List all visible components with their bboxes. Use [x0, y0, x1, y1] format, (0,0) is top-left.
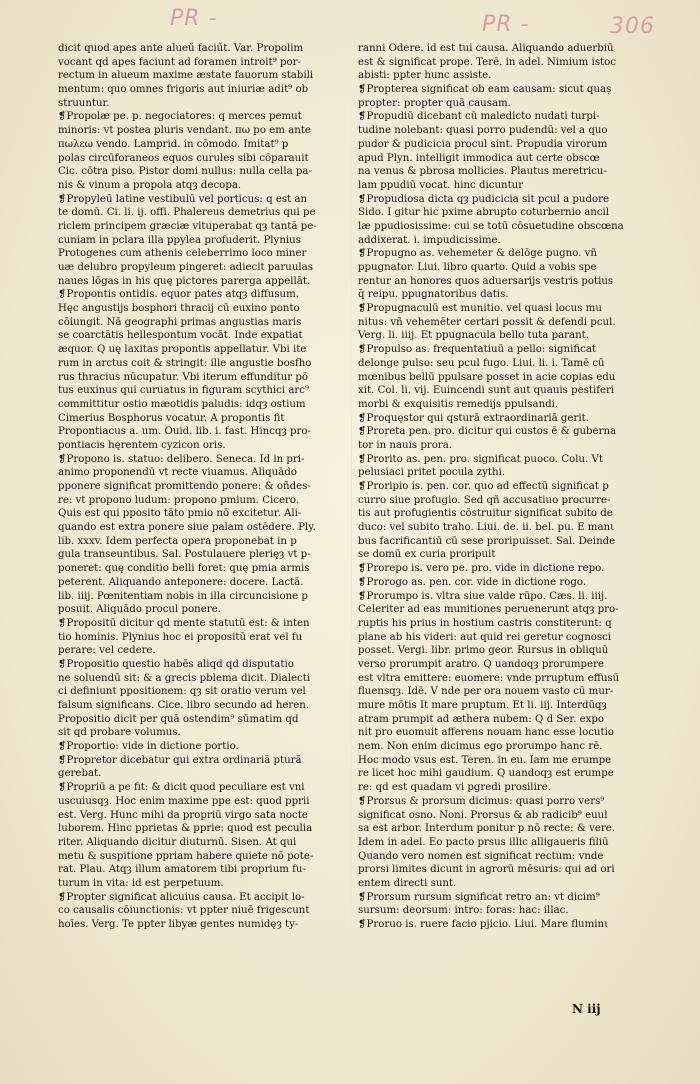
text-line: propter: propter quā causam. — [358, 97, 511, 109]
text-line: q̄ reipu. ppugnatoribus datis. — [358, 289, 509, 301]
text-line: addixerat. i. impudicissime. — [358, 234, 501, 246]
text-line: turum in vita: id est perpetuum. — [58, 877, 224, 889]
text-line: apud Plyn. intelligit immodica aut certe obscœ — [358, 152, 600, 164]
text-line: verso prorumpit aratro. Q uandoqȝ prorumpere — [358, 658, 604, 670]
text-line: uæ delubro propyleum pingeret: adiecit paruulas — [58, 262, 313, 273]
text-line: ❡Propono is. statuo: delibero. Seneca. Id in pri- — [58, 453, 305, 465]
text-line: ne soluendū sit: & a grecis pblema dicit. Dialecti — [58, 672, 311, 684]
text-line: re licet hoc mihi gaudium. Q uandoqȝ est erumpe — [358, 768, 614, 780]
text-line: ❡Proripio is. pen. cor. quo ad effectū significat p — [358, 481, 609, 492]
text-line: rat. Plau. Atqȝ illum amatorem tibi proprium fu- — [58, 864, 306, 876]
text-line: poneret: quę conditio belli foret: quę pmia armis — [58, 563, 310, 575]
text-line: ruptis his prius in hostium castris constiterunt: q — [358, 617, 612, 629]
text-line: Idem in adel. Eo pacto prsus illic alligaueris filiū — [358, 836, 609, 848]
text-line: ❡Propontis ontidis. equor pates atqȝ diffusum. — [58, 289, 300, 301]
text-line: bus facrificantiū cū sese proripuisset. Sal. Deinde — [358, 535, 616, 547]
text-line: co causalis cōiunctionis: vt ppter niuē frigescunt — [58, 905, 310, 917]
text-line: rentur an honores quos aduersarijs vestris potius — [358, 275, 614, 287]
text-line: naues lōgas in his quę pictores parerga appellāt. — [58, 275, 311, 287]
text-line: se domū ex curia proripuit — [358, 549, 496, 561]
text-line: ❡Propterea significat ob eam causam: sicut quaș — [358, 84, 612, 96]
text-line: ❡Prorsus & prorsum dicimus: quasi porro vers⁹ — [358, 795, 605, 807]
text-line: ❡Propter significat alicuius causa. Et accipit lo- — [58, 891, 305, 903]
text-line: nem. Non enim dicimus ego prorumpo hanc rē. — [358, 741, 603, 753]
text-line: mure mōtis It mare pruptum. Et li. iij. Interdūqȝ — [358, 700, 607, 711]
text-line: te domū. Ci. li. ij. offi. Phalereus demetrius qui pe — [58, 207, 316, 219]
text-line: ❡Propositio questio habēs aliqd qd disputatio — [58, 658, 294, 670]
text-line: tis aut profugientis cōstruitur significat subito de — [358, 508, 613, 520]
text-line: animo proponendū vt recte viuamus. Aliquādo — [58, 467, 297, 479]
text-line: nitus: vñ vehemēter certari possit & defendi pcul. — [358, 316, 616, 328]
text-line: peterent. Aliquando anteponere: docere. Lactā. — [58, 576, 304, 588]
text-line: tus euxinus qui curuatus in figuram scythici arc⁹ — [58, 385, 310, 397]
text-line: struuntur. — [58, 97, 110, 109]
text-line: Propontiacus a. um. Ouid. lib. i. fast. Hincqȝ pro- — [58, 426, 311, 438]
text-line: rum in arctus coit & stringit: ille angustie bosfho — [58, 357, 312, 369]
text-line: Cimerius Bosphorus vocatur. A propontis fit — [58, 412, 285, 424]
text-line: delonge pulso: seu pcul fugo. Liui. li. i. Tamē cū — [358, 357, 605, 369]
text-line: riclem principem græciæ vituperabat qȝ tantā pe- — [58, 220, 317, 232]
text-line: ❡Proruo is. ruere facio pjicio. Liui. Mare fluminι — [358, 919, 609, 930]
text-line: Quis est qui pposito tāto pmio nō excitetur. Ali- — [58, 508, 302, 520]
text-line: gula transeuntibus. Sal. Postulauere plerięȝ vt p- — [58, 549, 311, 561]
text-line: ❡Proquęstor qui qsturā extraordinariā gerit. — [358, 412, 589, 424]
text-line: rus thracius nūcupatur. Vbi iterum effunditur pō — [58, 371, 309, 383]
text-line: Celeriter ad eas munitiones peruenerunt atqȝ pro- — [358, 604, 619, 616]
text-line: vocant qd apes faciunt ad foramen introit⁹ por- — [58, 56, 301, 68]
text-line: πωλεω vendo. Lamprid. in cōmodo. Imitat⁹ p — [58, 138, 289, 150]
text-line: ❡Propudiū dicebant cū maledicto nudati turpi- — [358, 111, 600, 123]
text-line: est. Verg. Hunc mihi da propriū virgo sata nocte — [58, 809, 308, 821]
text-line: Hoc modo vsus est. Teren. in eu. Iam me erumpe — [358, 754, 612, 766]
handwritten-annotation-left: PR - — [170, 6, 218, 31]
text-line: pontiacis hęrentem cyzicon oris. — [58, 439, 226, 451]
signature-mark: N iij — [572, 1002, 601, 1016]
text-line: atram prumpit ad æthera nubem: Q d Ser. expo — [358, 713, 605, 725]
text-line: morbi & exquisitis remedijs ppulsandi. — [358, 398, 559, 410]
text-line: perare: vel cedere. — [58, 645, 156, 657]
handwritten-page-number: 306 — [610, 14, 655, 39]
text-line: ❡Prorito as. pen. pro. significat puoco. Colu. Vt — [358, 453, 603, 465]
text-line: ❡Prorsum rursum significat retro an: vt dicim⁹ — [358, 891, 600, 903]
text-line: xit. Col. li. vij. Euincendi sunt aut quauis pestiferi — [358, 385, 615, 397]
left-column — [58, 42, 348, 932]
text-line: na venus & pbrosa mollicies. Plautus meretricu- — [358, 166, 607, 178]
text-line: significat osno. Noni. Prorsus & ab radicib⁹ euul — [358, 809, 608, 821]
text-line: pudor & pudicicia procul sint. Propudia virorum — [358, 138, 608, 150]
text-line: lam ppudiū vocat. hinc dicuntur — [358, 179, 524, 191]
text-line: ❡Propudiosa dicta qȝ pudicicia sit pcul a pudore — [358, 193, 610, 205]
text-line: ❡Propolæ pe. p. negociatores: q merces pemut — [58, 111, 302, 123]
text-line: ❡Propulso as. frequentatiuū a pello: significat — [358, 344, 597, 356]
text-line: luborem. Hinc pprietas & pprie: quod est peculia — [58, 823, 313, 835]
text-line: lib. xxxv. Idem perfecta opera proponebat in p — [58, 535, 297, 547]
text-line: lib. iiij. Pœnitentiam nobis in illa circuncisione p — [58, 590, 308, 602]
text-line: sursum: deorsum: intro: foras: hac: illac. — [358, 905, 569, 917]
text-line: quando est extra ponere siue palam ostēdere. Ply. — [58, 522, 316, 534]
text-line: Verg. li. iiij. Et ppugnacula bello tuta parant. — [358, 330, 590, 342]
column-gutter — [351, 40, 352, 1000]
text-line: prorsi limites dicunt in agrorū mēsuris: qui ad ori — [358, 864, 615, 876]
text-line: ❡Prorogo as. pen. cor. vide in dictione rogo. — [358, 576, 587, 588]
text-line: posset. Vergi. libr. primo geor. Rursus in obliquū — [358, 645, 609, 657]
text-line: mœnibus bellū ppulsare posset in acie copias edu — [358, 371, 616, 383]
text-line: fluensqȝ. Idē. V nde per ora nouem vasto cū mur- — [358, 686, 614, 698]
text-line: re: qd est quadam vi pgredi prosilire. — [358, 782, 551, 794]
text-line: Protogenes cum athenis celeberrimo loco miner — [58, 248, 307, 260]
text-line: ❡Propugno as. vehemeter & delōge pugno. vñ — [358, 248, 597, 260]
text-line: Hęc angustijs bosphori thracij cū euxino ponto — [58, 303, 300, 315]
text-line: rectum in alueum maxime æstate fauorum stabili — [58, 70, 314, 82]
text-line: est & significat prope. Terē. in adel. Nimium istoc — [358, 56, 616, 68]
text-line: Cic. cōtra piso. Pistor domi nullus: nulla cella pa- — [58, 166, 312, 178]
text-line: falsum significans. Cice. libro secundo ad heren. — [58, 700, 310, 711]
text-line: ❡Proreta pen. pro. dicitur qui custos ē & guberna — [358, 426, 617, 438]
text-line: est vltra emittere: euomere: vnde prruptum effusū — [358, 672, 620, 684]
text-line: pelusiaci pritet pocula zythi. — [358, 467, 506, 479]
text-line: metu & suspitione ppriam habere quiete nō pote- — [58, 850, 314, 862]
text-line: entem directi sunt. — [358, 877, 457, 889]
text-line: læ ppudiosissime: cui se totū cōsuetudine obscœna — [358, 220, 624, 232]
text-line: ❡Propositū dicitur qd mente statutū est: & inten — [58, 617, 310, 629]
text-line: duco: vel subito traho. Liui. de. ii. bel. pu. E manι — [358, 522, 615, 534]
text-line: ❡Propretor dicebatur qui extra ordinariā pturā — [58, 754, 302, 766]
text-line: gerebat. — [58, 768, 102, 780]
text-line: ❡Prorumpo is. vltra siue valde rūpo. Cæs. li. iiij. — [358, 590, 608, 602]
text-line: tudine nolebant: quasi porro pudendū: vel a quo — [358, 125, 608, 137]
text-line: plane ab his videri: aut quid rei geretur cognosci — [358, 631, 612, 643]
text-line: riter. Aliquando dicitur diuturnū. Sisen. At qui — [58, 836, 297, 848]
text-line: tor in nauis prora. — [358, 439, 453, 451]
text-line: posuit. Aliquādo procul ponere. — [58, 604, 221, 616]
text-line: ❡Proportio: vide in dictione portio. — [58, 741, 239, 753]
text-line: pponere significat promittendo ponere: & oñdes- — [58, 481, 311, 492]
handwritten-annotation-mid: PR - — [482, 12, 530, 37]
text-line: Sido. I gitur hic pxime abrupto coturbernio ancil — [358, 207, 610, 219]
text-line: abisti: ppter hunc assiste. — [358, 70, 492, 82]
text-line: dicit quod apes ante alueű faciűt. Var. Propolim — [58, 43, 304, 54]
text-line: nit pro euomuit afferens nouam hanc esse locutio — [358, 727, 614, 739]
text-line: ❡Propyleū latine vestibulū vel porticus: q est an — [58, 193, 308, 205]
text-line: se coarctātis hellespontum vocāt. Inde expatiat — [58, 330, 303, 342]
text-line: tio hominis. Plynius hoc ei propositū erat vel fu — [58, 631, 303, 643]
text-line: hoīes. Verg. Te ppter libyæ gentes numidęȝ ty- — [58, 919, 299, 930]
text-line: ❡Propriū a pe fit: & dicit quod peculiare est vni — [58, 782, 305, 794]
text-line: cōiungit. Nā geographi primas angustias maris — [58, 316, 302, 328]
text-line: æquor. Q uę laxitas propontis appellatur. Vbi ite — [58, 344, 307, 356]
text-line: uscuiusqȝ. Hoc enim maxime ppe est: quod pprii — [58, 795, 310, 807]
right-column — [358, 42, 648, 932]
text-line: ❡Prorepo is. vero pe. pro. vide in dictione repo. — [358, 563, 605, 575]
text-line: ppugnator. Liui. libro quarto. Quid a vobis spe — [358, 262, 597, 273]
text-line: polas circūforaneos equos curules sibi cōparauit — [58, 152, 309, 164]
text-line: mentum: quo omnes frigoris aut iniuriæ adit⁹ ob — [58, 84, 309, 96]
text-line: ❡Propugnaculū est munitio. vel quasi locus mu — [358, 303, 602, 315]
text-line: cuniam in pclara illa ppylea profuderit. Plynius — [58, 234, 301, 246]
text-line: committitur ostio mæotidis paludis: idqȝ ostium — [58, 398, 306, 410]
text-line: nis & vinum a propola atqȝ decopa. — [58, 179, 242, 191]
text-line: sa est arbor. Interdum ponitur p nō recte: & vere. — [358, 823, 616, 835]
text-line: Quando vero nomen est significat rectum: vnde — [358, 850, 604, 862]
text-line: ci definiunt ppositionem: qȝ sit oratio verum vel — [58, 686, 306, 698]
text-line: Propositio dicit per quā ostendim⁹ sūmatim qd — [58, 713, 299, 725]
text-line: ranni Odere. id est tui causa. Aliquando aduerbiū — [358, 43, 614, 54]
text-line: sit qd probare volumus. — [58, 727, 181, 739]
text-line: curro siue profugio. Sed qñ accusatiuo procurre- — [358, 494, 611, 506]
text-line: minoris: vt postea pluris vendant. πω po em ante — [58, 125, 311, 137]
text-line: re: vt propono ludum: propono pmium. Cicero. — [58, 494, 300, 506]
